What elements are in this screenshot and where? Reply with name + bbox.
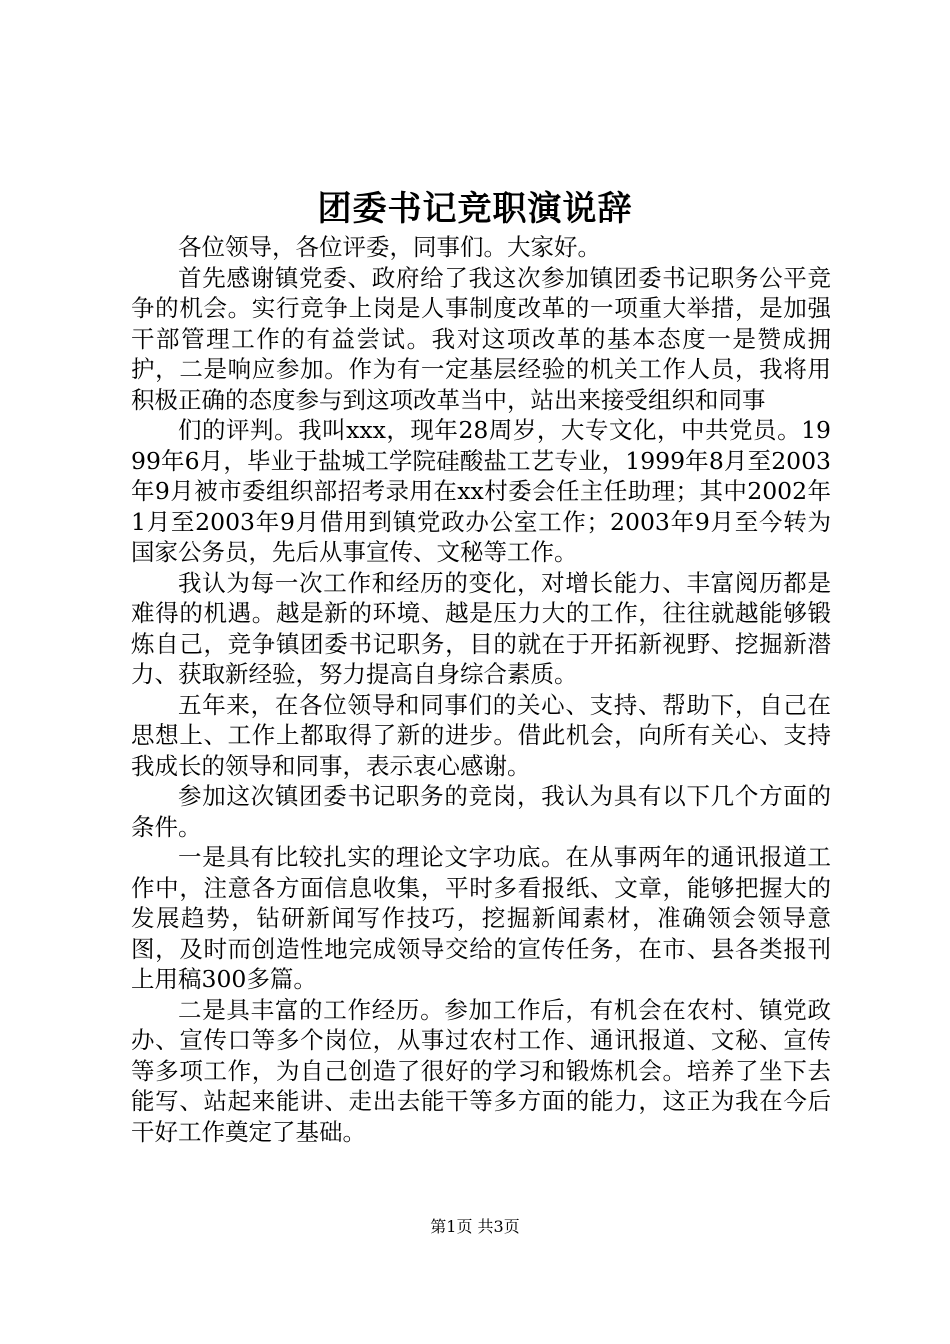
document-body — [131, 232, 831, 1147]
document-title: 团委书记竞职演说辞 — [317, 189, 633, 229]
paragraph-motivation: 我认为每一次工作和经历的变化，对增长能力、丰富阅历都是难得的机遇。越是新的环境、越是压力大的工作，往往就越能够锻炼自己，竞争镇团委书记职务，目的就在于开拓新视野、挖掘新潜力、获取新经验，努力提高自身综合素质。 — [131, 568, 831, 688]
paragraph-condition-one: 一是具有比较扎实的理论文字功底。在从事两年的通讯报道工作中，注意各方面信息收集，平时多看报纸、文章，能够把握大的发展趋势，钻研新闻写作技巧，挖掘新闻素材，准确领会领导意图，及时而创造性地完成领导交给的宣传任务，在市、县各类报刊上用稿300多篇。 — [131, 843, 831, 993]
paragraph-gratitude: 五年来，在各位领导和同事们的关心、支持、帮助下，自己在思想上、工作上都取得了新的进步。借此机会，向所有关心、支持我成长的领导和同事，表示衷心感谢。 — [131, 690, 831, 780]
paragraph-self-introduction: 们的评判。我叫xxx，现年28周岁，大专文化，中共党员。1999年6月，毕业于盐城工学院硅酸盐工艺专业，1999年8月至2003年9月被市委组织部招考录用在xx村委会任主任助理；其中2002年1月至2003年9月借用到镇党政办公室工作；2003年9月至今转为国家公务员，先后从事宣传、文秘等工作。 — [131, 416, 831, 566]
paragraph-conditions-intro: 参加这次镇团委书记职务的竞岗，我认为具有以下几个方面的条件。 — [131, 782, 831, 841]
paragraph-greeting: 各位领导，各位评委，同事们。大家好。 — [178, 233, 601, 261]
paragraph-thanks: 首先感谢镇党委、政府给了我这次参加镇团委书记职务公平竞争的机会。实行竞争上岗是人事制度改革的一项重大举措，是加强干部管理工作的有益尝试。我对这项改革的基本态度一是赞成拥护，二是响应参加。作为有一定基层经验的机关工作人员，我将用积极正确的态度参与到这项改革当中，站出来接受组织和同事 — [131, 263, 831, 414]
paragraph-condition-two: 二是具丰富的工作经历。参加工作后，有机会在农村、镇党政办、宣传口等多个岗位，从事过农村工作、通讯报道、文秘、宣传等多项工作，为自己创造了很好的学习和锻炼机会。培养了坐下去能写、站起来能讲、走出去能干等多方面的能力，这正为我在今后干好工作奠定了基础。 — [131, 995, 831, 1146]
page-number: 第1页 共3页 — [430, 1217, 520, 1236]
